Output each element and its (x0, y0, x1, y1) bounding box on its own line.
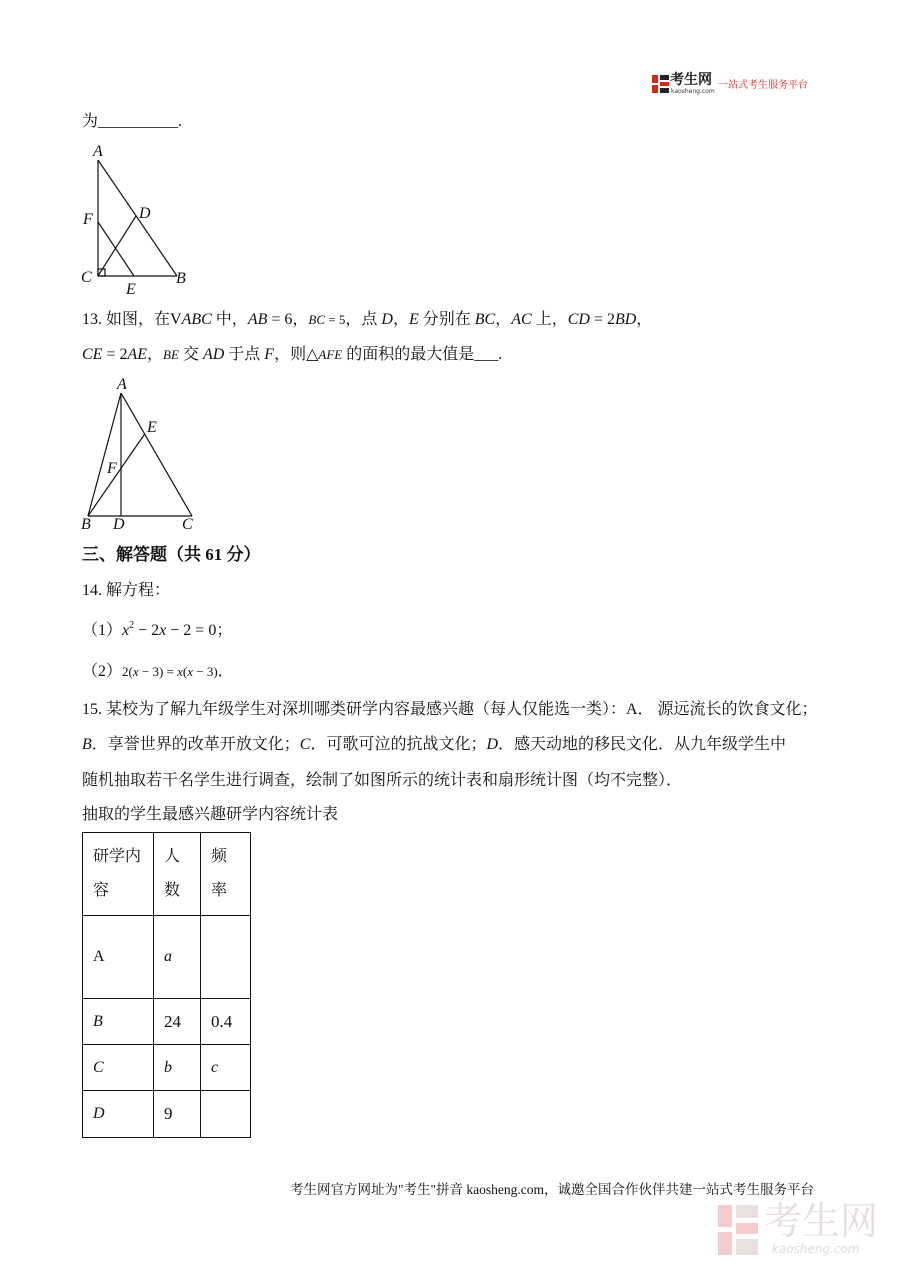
label-b: B (176, 270, 186, 287)
table-cell: c (201, 1045, 251, 1091)
q13-math: BC (474, 311, 496, 328)
q15-option-letter: B (82, 736, 92, 753)
stat-table (82, 832, 251, 1138)
logo-icon (652, 75, 669, 93)
q15-option-letter: D (486, 736, 499, 753)
q14-part-2 (82, 662, 234, 682)
table-cell: 0.4 (201, 999, 251, 1045)
q13-math: AE (127, 346, 148, 363)
q13-math: = 5 (325, 312, 346, 327)
q14-math: x (177, 664, 183, 679)
table-cell: 24 (154, 999, 201, 1045)
q13-line-1 (82, 310, 652, 330)
figure-q12 (76, 138, 200, 298)
table-cell: C (83, 1045, 154, 1091)
logo-domain: kaosheng.com (671, 88, 715, 95)
q14-exponent: 2 (129, 620, 135, 631)
table-row (83, 999, 251, 1045)
q13-math: BD (614, 311, 637, 328)
q13-text: ， (392, 311, 409, 328)
q14-math: ( (182, 664, 188, 679)
segment-ac (121, 393, 192, 516)
q13-text: 的面积的最大值是___. (342, 346, 503, 363)
watermark-brand: 考生网 (764, 1199, 879, 1243)
table-cell: D (83, 1091, 154, 1138)
q13-text: 中， (211, 311, 248, 328)
q13-text: ， (147, 346, 164, 363)
q15-line-3: 随机抽取若干名学生进行调查，绘制了如图所示的统计表和扇形统计图（均不完整）． (82, 772, 683, 789)
segment-ab (98, 160, 177, 276)
q15-option-letter: C (299, 736, 311, 753)
q14-math: x (132, 664, 139, 679)
q15-line-1: 15. 某校为了解九年级学生对深圳哪类研学内容最感兴趣（每人仅能选一类）：A． 源远流长的饮食文化； (82, 701, 818, 718)
q15-text: ．感天动地的移民文化．从九年级学生中 (498, 736, 787, 753)
label-b: B (81, 516, 91, 533)
table-header-cell: 频率 (201, 833, 251, 916)
label-a: A (117, 376, 127, 393)
table-cell (201, 916, 251, 999)
label-e: E (126, 281, 136, 298)
q13-text: 13. 如图，在 (82, 311, 171, 328)
label-f: F (107, 460, 117, 477)
q13-math: F (264, 346, 275, 363)
q14-math: − 3) = (138, 664, 178, 679)
q14-title: 14. 解方程： (82, 582, 171, 599)
q13-math: = 2 (102, 346, 128, 363)
table-cell: b (154, 1045, 201, 1091)
q13-math: = 6 (267, 311, 293, 328)
q14-math: − 3) (193, 664, 218, 679)
label-e: E (147, 419, 157, 436)
q13-math: = 2 (589, 311, 615, 328)
q14-part-label: （2） (82, 663, 123, 680)
label-f: F (83, 211, 93, 228)
q13-math: AB (247, 311, 268, 328)
label-d: D (139, 205, 151, 222)
label-c: C (81, 269, 92, 286)
q14-math: − 2 (134, 622, 160, 639)
segment-ab (88, 393, 121, 516)
table-header-row (83, 833, 251, 916)
q13-math: BC (308, 312, 326, 327)
figure-q13 (76, 372, 202, 536)
q13-math: CE (82, 346, 103, 363)
q13-math: ABC (181, 311, 212, 328)
q13-text: ，则△ (274, 346, 319, 363)
section-title: 三、解答题（共 61 分） (82, 545, 261, 564)
q13-math: D (381, 311, 393, 328)
q14-math: x (159, 622, 167, 639)
q13-math: AC (511, 311, 532, 328)
q15-text: ．可歌可泣的抗战文化； (310, 736, 487, 753)
q13-text: ，点 (345, 311, 382, 328)
watermark-domain: kaosheng.com (772, 1242, 860, 1256)
label-a: A (93, 143, 103, 160)
q13-math: AD (202, 346, 225, 363)
q13-line-2 (82, 345, 502, 365)
q14-math: x (122, 622, 130, 639)
q14-math: − 2 = 0 (166, 622, 217, 639)
logo-slogan: 一站式考生服务平台 (718, 80, 808, 91)
watermark-logo-icon (718, 1205, 758, 1255)
q13-text: 交 (178, 346, 203, 363)
q13-text: 上， (531, 311, 568, 328)
table-cell (201, 1091, 251, 1138)
q15-line-2 (82, 735, 786, 755)
table-row (83, 1045, 251, 1091)
table-cell: 9 (154, 1091, 201, 1138)
q12-answer-line: 为__________. (82, 113, 183, 130)
table-caption: 抽取的学生最感兴趣研学内容统计表 (82, 806, 339, 823)
q14-text: ． (217, 663, 234, 680)
segment-cd (98, 216, 136, 276)
table-cell: a (154, 916, 201, 999)
q13-math: CD (567, 311, 590, 328)
q13-text: 于点 (224, 346, 265, 363)
q14-math: 2( (122, 664, 133, 679)
q14-part-label: （1） (82, 622, 123, 639)
logo-brand: 考生网 (670, 72, 712, 88)
q13-text: 分别在 (418, 311, 475, 328)
label-d: D (113, 516, 125, 533)
table-row (83, 916, 251, 999)
q13-text: ， (292, 311, 309, 328)
q15-text: ．享誉世界的改革开放文化； (91, 736, 300, 753)
q13-text: ， (495, 311, 512, 328)
q13-math: BE (163, 347, 179, 362)
label-c: C (182, 516, 193, 533)
q13-math: E (408, 311, 419, 328)
footer-text: 考生网官方网址为"考生"拼音 kaosheng.com，诚邀全国合作伙伴共建一站式考生服务平台 (290, 1182, 815, 1197)
table-cell: B (83, 999, 154, 1045)
q14-text: ； (216, 622, 233, 639)
table-header-cell: 研学内容 (83, 833, 154, 916)
table-row (83, 1091, 251, 1138)
q13-text: ， (636, 311, 653, 328)
q14-part-1 (82, 621, 232, 643)
q13-triangle-symbol: V (170, 311, 182, 328)
q14-math: x (187, 664, 194, 679)
table-header-cell: 人数 (154, 833, 201, 916)
q13-math: AFE (318, 347, 343, 362)
table-cell: A (83, 916, 154, 999)
